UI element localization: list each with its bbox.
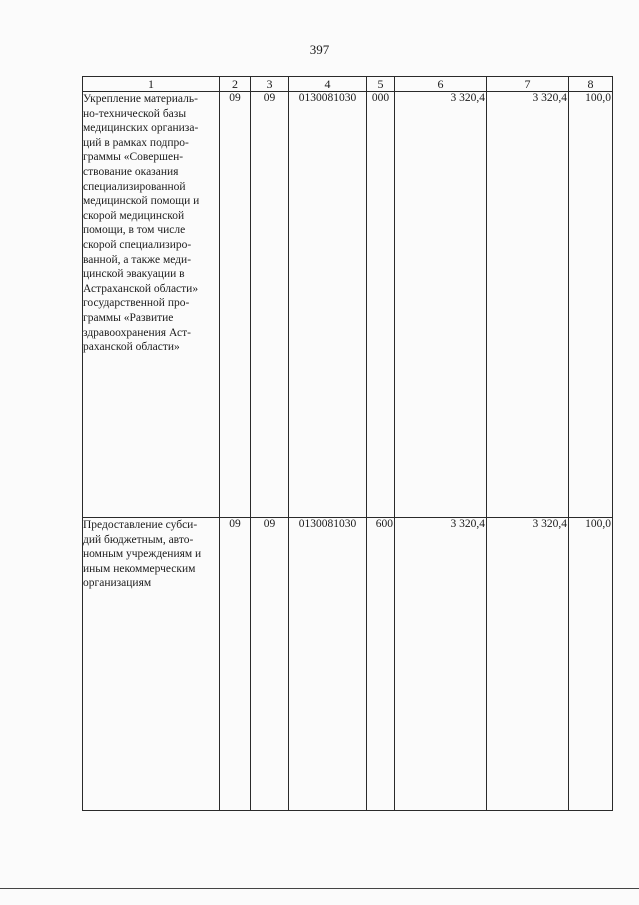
- amount-actual-cell: 3 320,4: [487, 92, 569, 518]
- name-line: иным некоммерческим: [83, 562, 196, 575]
- target-article-cell: 0130081030: [289, 518, 367, 811]
- name-line: медицинских организа-: [83, 122, 199, 135]
- name-line: скорой медицинской: [83, 209, 185, 222]
- header-cell-5: 5: [367, 77, 395, 92]
- name-line: раханской области»: [83, 341, 180, 354]
- name-line: организациям: [83, 577, 152, 590]
- row-name-cell: [83, 92, 220, 518]
- header-cell-4: 4: [289, 77, 367, 92]
- budget-table: [82, 76, 613, 811]
- subsection-code-cell: 09: [251, 518, 289, 811]
- name-line: цинской эвакуации в: [83, 268, 185, 281]
- name-line: ций в рамках подпро-: [83, 136, 189, 149]
- name-line: номным учреждениям и: [83, 548, 202, 561]
- name-line: ствование оказания: [83, 165, 179, 178]
- name-line: специализированной: [83, 180, 186, 193]
- target-article-cell: 0130081030: [289, 92, 367, 518]
- header-cell-3: 3: [251, 77, 289, 92]
- amount-plan-cell: 3 320,4: [395, 92, 487, 518]
- page-number: 397: [309, 42, 330, 57]
- name-line: здравоохранения Аст-: [83, 326, 191, 339]
- section-code-cell: 09: [220, 518, 251, 811]
- name-line: граммы «Совершен-: [83, 151, 184, 164]
- header-cell-2: 2: [220, 77, 251, 92]
- name-line: медицинской помощи и: [83, 195, 200, 208]
- header-cell-7: 7: [487, 77, 569, 92]
- section-code-cell: 09: [220, 92, 251, 518]
- name-line: ванной, а также меди-: [83, 253, 192, 266]
- amount-plan-cell: 3 320,4: [395, 518, 487, 811]
- percent-cell: 100,0: [569, 92, 613, 518]
- table-row: [83, 92, 613, 518]
- page-bottom-rule: [0, 888, 639, 889]
- name-line: Укрепление материаль-: [83, 93, 198, 105]
- header-cell-8: 8: [569, 77, 613, 92]
- name-line: Предоставление субси-: [83, 519, 198, 531]
- name-line: Астраханской области»: [83, 282, 199, 295]
- percent-cell: 100,0: [569, 518, 613, 811]
- table-header-row: [83, 77, 613, 92]
- expense-type-cell: 600: [367, 518, 395, 811]
- name-line: граммы «Развитие: [83, 311, 174, 324]
- name-line: государственной про-: [83, 297, 190, 310]
- name-line: скорой специализиро-: [83, 238, 192, 251]
- row-name-cell: [83, 518, 220, 811]
- name-line: дий бюджетным, авто-: [83, 533, 194, 546]
- header-cell-6: 6: [395, 77, 487, 92]
- header-cell-1: 1: [83, 77, 220, 92]
- expense-type-cell: 000: [367, 92, 395, 518]
- subsection-code-cell: 09: [251, 92, 289, 518]
- name-line: помощи, в том числе: [83, 224, 186, 237]
- name-line: но-технической базы: [83, 107, 187, 120]
- table-row: [83, 518, 613, 811]
- amount-actual-cell: 3 320,4: [487, 518, 569, 811]
